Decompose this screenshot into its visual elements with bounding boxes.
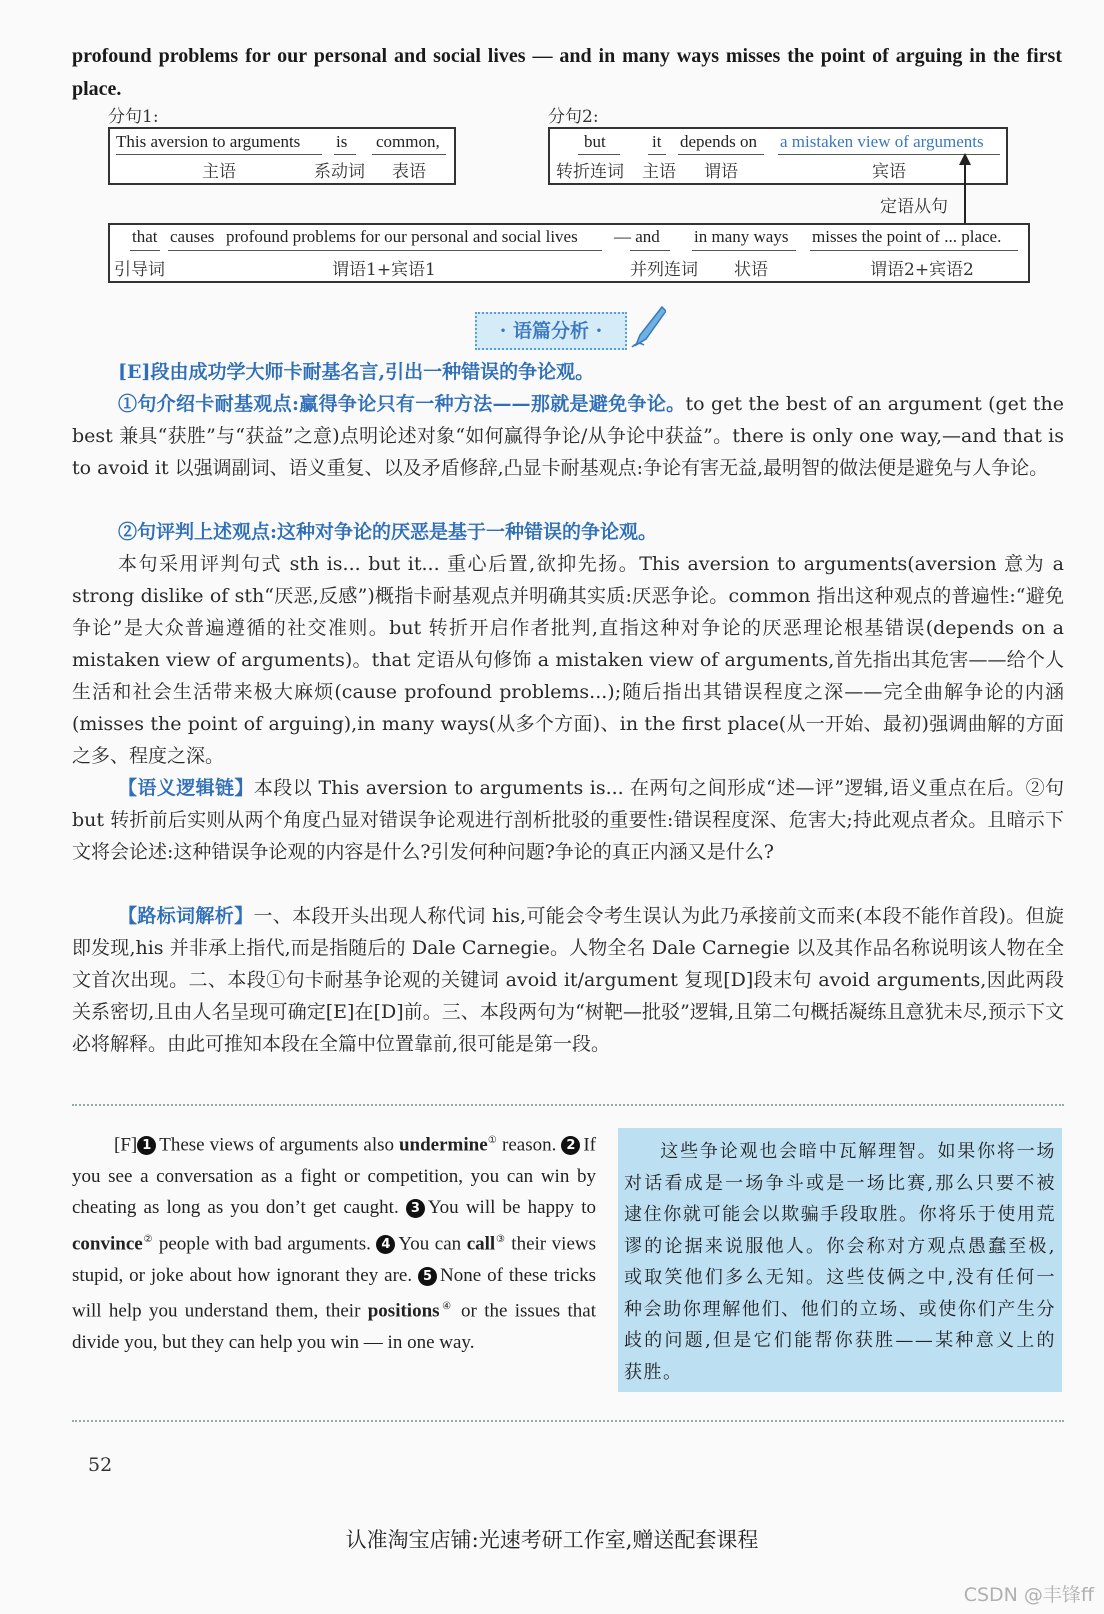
translation-box: [618, 1128, 1062, 1392]
clause1-word: This aversion to arguments: [116, 132, 301, 151]
vocab-word: convince: [72, 1233, 143, 1255]
logic-chain: [72, 772, 1064, 868]
clause3-role: 谓语1+宾语1: [332, 260, 436, 280]
clause3-box: [108, 223, 1030, 283]
analysis-point2-heading: ②句评判上述观点:这种对争论的厌恶是基于一种错误的争论观。: [118, 521, 658, 543]
sentence-number: 1: [137, 1136, 156, 1155]
continued-sentence: profound problems for our personal and social lives — and in many ways misses the point of arguing in the first place.: [72, 45, 1062, 100]
vocab-word: call: [466, 1233, 496, 1255]
signpost-heading: 【路标词解析】: [118, 905, 254, 927]
clause3-word: profound problems for our personal and social lives: [226, 227, 578, 246]
clause3-word: in many ways: [694, 227, 789, 246]
clause3-role: 谓语2+宾语2: [870, 260, 974, 280]
relative-clause-label: 定语从句: [880, 197, 948, 217]
heading-e: [E]段由成功学大师卡耐基名言,引出一种错误的争论观。: [118, 361, 595, 383]
translation-text: 这些争论观也会暗中瓦解理智。如果你将一场对话看成是一场争斗或是一场比赛,那么只要不被逮住你就可能会以欺骗手段取胜。你将乐于使用荒谬的论据来说服他人。你会称对方观点愚蠢至极,或取笑他们多么无知。这些伎俩之中,没有任何一种会助你理解他们、他们的立场、或使你们产生分歧的问题,但是它们能帮你获胜——某种意义上的获胜。: [624, 1141, 1056, 1383]
divider: [72, 1104, 1064, 1106]
sentence-number: 4: [376, 1235, 395, 1254]
paragraph-f: [F] 1 These views of arguments also undermine① reason. 2 If you see a conversation as a fight or competition, you can win by cheating as long as you don’t get caught. 3 You will be happy to convince② people with bad arguments. 4 You can call③ their views stupid, or joke about how ignorant they are. 5 None of these tricks will help you understand them, their positions④ or the issues that divide you, but they can help you win — in one way.: [72, 1134, 596, 1353]
sentence-number: 3: [406, 1199, 425, 1218]
section-title: · 语篇分析 ·: [475, 312, 627, 350]
clause2-object: a mistaken view of arguments: [780, 132, 984, 151]
clause1-word: is: [336, 132, 348, 151]
vocab-word: undermine: [398, 1134, 488, 1156]
point1-heading: ①句介绍卡耐基观点:赢得争论只有一种方法——那就是避免争论。: [118, 393, 686, 415]
divider: [72, 1420, 1064, 1422]
paragraph-tag: [F]: [114, 1134, 138, 1156]
clause2-role: 主语: [642, 162, 676, 182]
clause2-label: 分句2:: [548, 107, 599, 127]
clause1-role: 系动词: [314, 162, 365, 182]
logic-chain-heading: 【语义逻辑链】: [118, 777, 254, 799]
clause2-role: 转折连词: [556, 162, 624, 182]
clause3-role: 状语: [734, 260, 768, 280]
clause3-word: — and: [614, 227, 660, 246]
clause3-role: 引导词: [114, 260, 165, 280]
sentence-number: 2: [561, 1136, 580, 1155]
clause1-role: 主语: [202, 162, 236, 182]
vocab-word: positions: [367, 1300, 440, 1322]
page-number: 52: [88, 1454, 113, 1476]
signpost-analysis: [72, 900, 1064, 1060]
pen-icon: [628, 305, 666, 349]
signpost-body: 一、本段开头出现人称代词 his,可能会令考生误认为此乃承接前文而来(本段不能作首段)。但旋即发现,his 并非承上指代,而是指随后的 Dale Carnegie。人物全名 Dale Carnegie 以及其作品名称说明该人物在全文首次出现。二、本段①句卡耐基争论观的关键词 avoid it/argument 复现[D]段末句 avoid arguments,因此两段关系密切,且由人名呈现可确定[E]在[D]前。三、本段两句为“树靶—批驳”逻辑,且第二句概括凝练且意犹未尽,预示下文必将解释。由此可推知本段在全篇中位置靠前,很可能是第一段。: [72, 905, 1064, 1055]
analysis-point1: [72, 388, 1064, 484]
point1-body: to get the best of an argument (get the best 兼具“获胜”与“获益”之意)点明论述对象“如何赢得争论/从争论中获益”。there is only one way,—and that is to avoid it 以强调副词、语义重复、以及矛盾修辞,凸显卡耐基观点:争论有害无益,最明智的做法便是避免与人争论。: [72, 393, 1065, 479]
clause3-word: causes: [170, 227, 215, 246]
logic-chain-body: 本段以 This aversion to arguments is... 在两句之间形成“述—评”逻辑,语义重点在后。②句 but 转折前后实则从两个角度凸显对错误争论观进行剖析批驳的重要性:错误程度深、危害大;持此观点者众。且暗示下文将会论述:这种错误争论观的内容是什么?引发何种问题?争论的真正内涵又是什么?: [72, 777, 1064, 863]
watermark: CSDN @丰锋ff: [963, 1584, 1094, 1606]
clause2-word: but: [584, 132, 606, 151]
clause1-box: [108, 127, 456, 185]
arrow-up-icon: [955, 153, 975, 225]
clause3-role: 并列连词: [630, 260, 698, 280]
clause2-word: depends on: [680, 132, 757, 151]
clause1-role: 表语: [392, 162, 426, 182]
analysis-point2-body: 本句采用评判句式 sth is... but it... 重心后置,欲抑先扬。This aversion to arguments(aversion 意为 a strong dislike of sth“厌恶,反感”)概指卡耐基观点并明确其实质:厌恶争论。common 指出这种观点的普遍性:“避免争论”是大众普遍遵循的社交准则。but 转折开启作者批判,直指这种对争论的厌恶理论根基错误(depends on a mistaken view of arguments)。that 定语从句修饰 a mistaken view of arguments,首先指出其危害——给个人生活和社会生活带来极大麻烦(cause profound problems...);随后指出其错误程度之深——完全曲解争论的内涵(misses the point of arguing),in many ways(从多个方面)、in the first place(从一开始、最初)强调曲解的方面之多、程度之深。: [72, 553, 1064, 767]
clause1-label: 分句1:: [108, 107, 159, 127]
clause3-word: that: [132, 227, 158, 246]
sentence-number: 5: [418, 1267, 437, 1286]
clause1-word: common,: [376, 132, 440, 151]
footer-note: 认准淘宝店铺:光速考研工作室,赠送配套课程: [345, 1528, 759, 1552]
clause2-box: [548, 127, 1008, 185]
clause2-word: it: [652, 132, 662, 151]
clause2-role: 谓语: [704, 162, 738, 182]
clause2-role: 宾语: [872, 162, 906, 182]
clause3-word: misses the point of ... place.: [812, 227, 1002, 246]
